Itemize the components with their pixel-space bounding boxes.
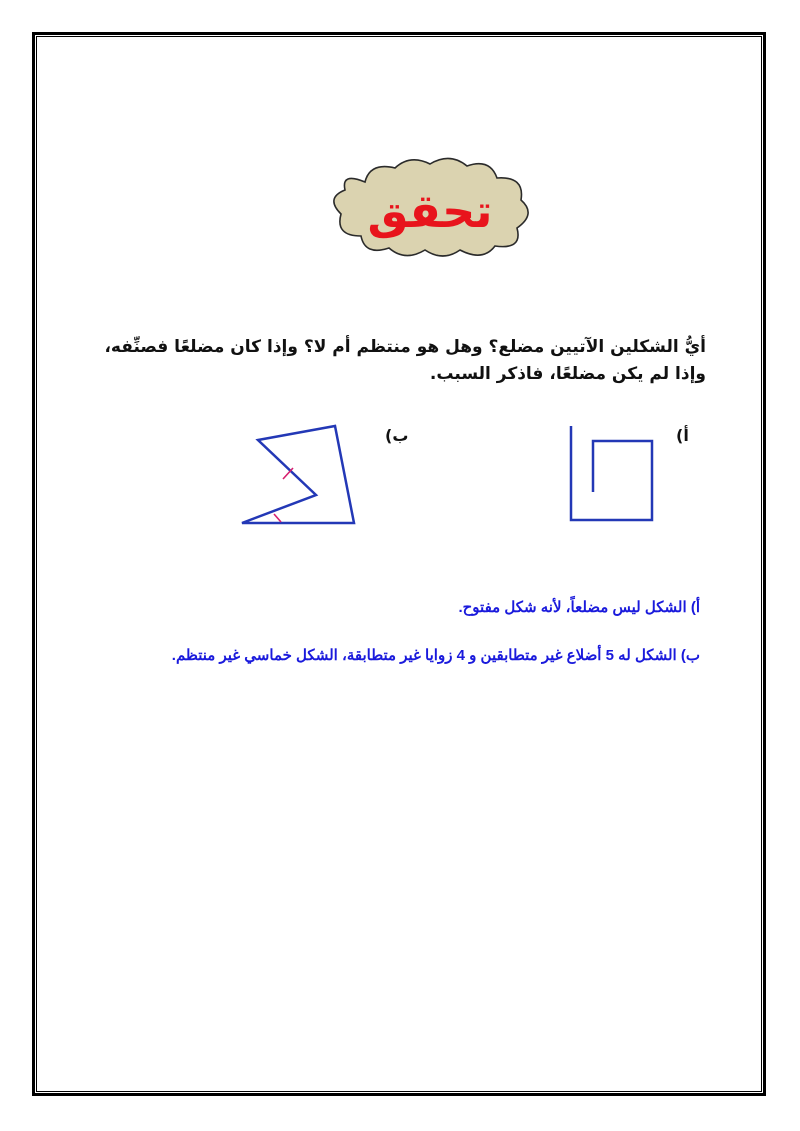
shape-b-label: ب) <box>385 426 409 445</box>
page-title: تحقق <box>367 184 493 238</box>
shape-a-label: أ) <box>676 426 689 445</box>
answer-b: ب) الشكل له 5 أضلاع غير متطابقين و 4 زوايا غير متطابقة، الشكل خماسي غير منتظم. <box>171 647 700 664</box>
tick-mark-2 <box>274 514 281 522</box>
answer-a: أ) الشكل ليس مضلعاً، لأنه شكل مفتوح. <box>458 599 700 616</box>
shape-a-open-figure <box>571 426 652 520</box>
question-text: أيُّ الشكلين الآتيين مضلع؟ وهل هو منتظم أم لا؟ وإذا كان مضلعًا فصنِّفه، وإذا لم يكن مضلعًا، فاذكر السبب. <box>104 337 706 384</box>
shape-b-pentagon <box>242 426 354 523</box>
